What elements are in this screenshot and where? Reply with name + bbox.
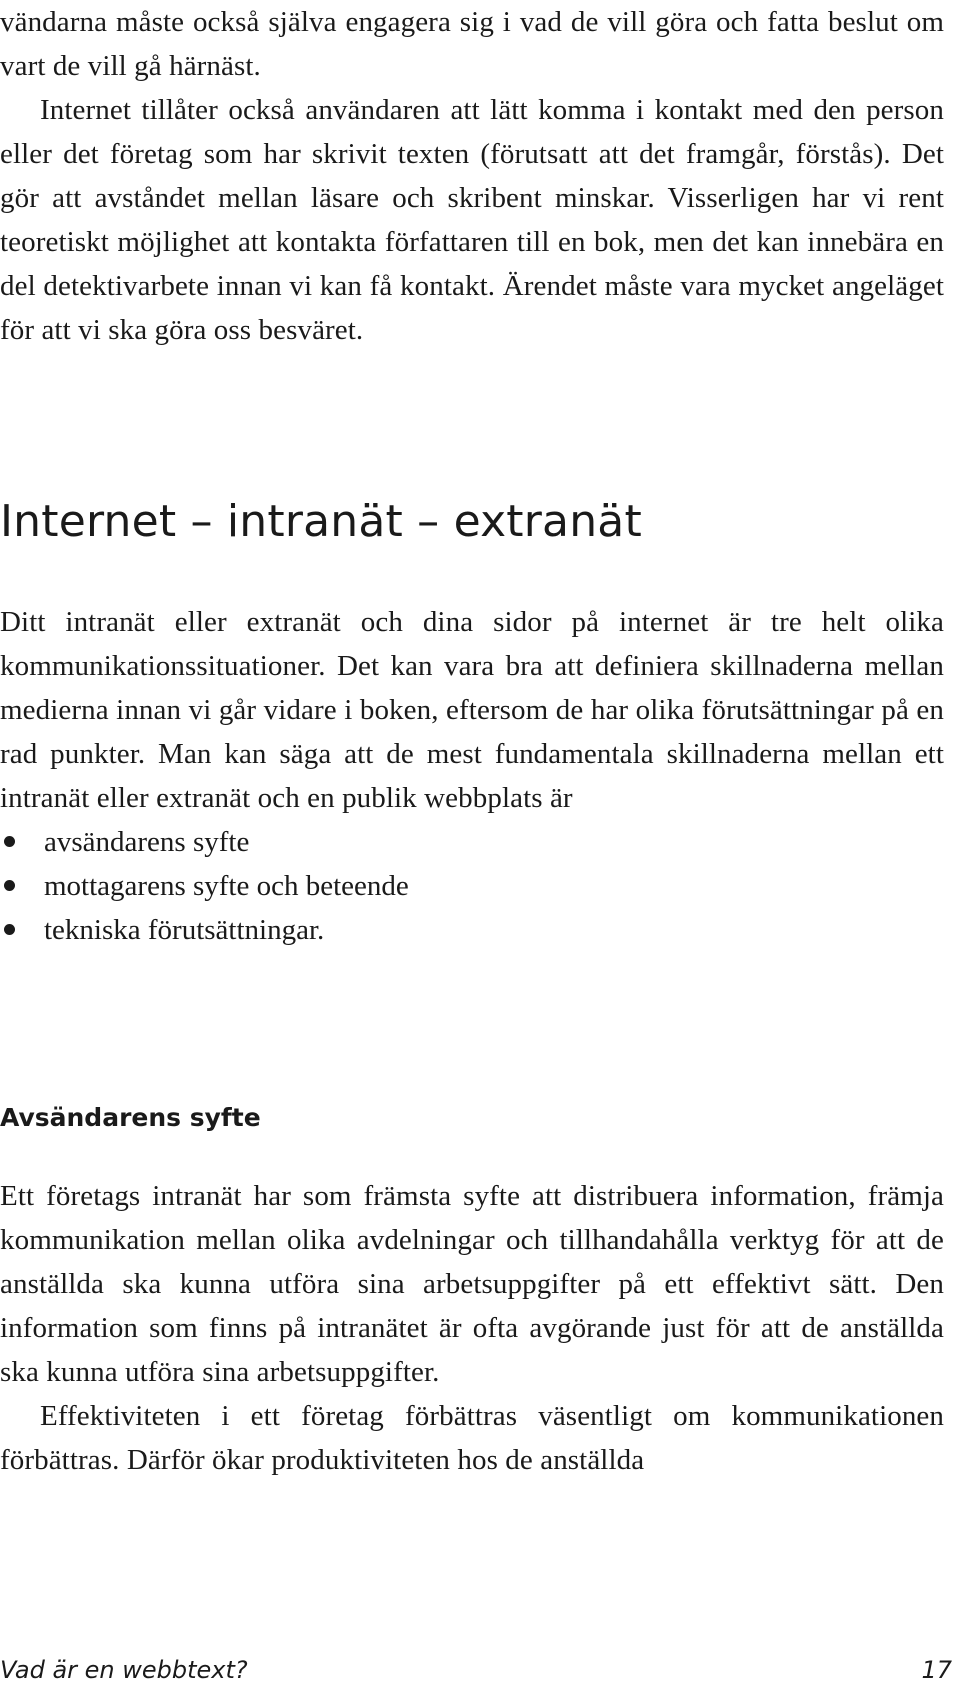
page-number: 17 [921,1656,952,1684]
difference-list [0,820,952,952]
bullet-icon [4,924,15,935]
bottom-text-block [0,1174,952,1482]
list-item: avsändarens syfte [0,820,952,864]
paragraph-differences: Ditt intranät eller extranät och dina sidor på internet är tre helt olika kommunikationssituationer. Det kan vara bra att definiera skillnaderna mellan medierna innan vi går vidare i boken, eftersom de har olika förutsättningar på en rad punkter. Man kan säga att de mest fundamentala skillnaderna mellan ett intranät eller extranät och en publik webbplats är [0,606,944,814]
paragraph-intranet-purpose: Ett företags intranät har som främsta syfte att distribuera information, främja kommunikation mellan olika avdelningar och tillhandahålla verktyg för att de anställda ska kunna utföra sina arbetsuppgifter på ett effektivt sätt. Den information som finns på intranätet är ofta avgörande just för att de anställda ska kunna utföra sina arbetsuppgifter. [0,1180,944,1388]
list-item: mottagarens syfte och beteende [0,864,952,908]
paragraph-efficiency: Effektiviteten i ett företag förbättras väsentligt om kommunikationen förbättras. Därför ökar produktiviteten hos de anställda [0,1400,944,1476]
section-text-block [0,600,952,952]
page-footer [0,1650,952,1690]
footer-title: Vad är en webbtext? [0,1656,248,1684]
paragraph-continuation: vändarna måste också själva engagera sig i vad de vill göra och fatta beslut om vart de vill gå härnäst. [0,6,944,82]
bullet-icon [4,880,15,891]
paragraph-internet-contact: Internet tillåter också användaren att lätt komma i kontakt med den person eller det företag som har skrivit texten (förutsatt att det framgår, förstås). Det gör att avståndet mellan läsare och skribent minskar. Visserligen har vi rent teoretiskt möjlighet att kontakta författaren till en bok, men det kan innebära en del detektivarbete innan vi kan få kontakt. Ärendet måste vara mycket angeläget för att vi ska göra oss besväret. [0,94,944,346]
top-text-block [0,0,952,352]
subheading: Avsändarens syfte [0,1103,261,1132]
bullet-icon [4,836,15,847]
section-heading: Internet – intranät – extranät [0,496,642,547]
list-item: tekniska förutsättningar. [0,908,952,952]
